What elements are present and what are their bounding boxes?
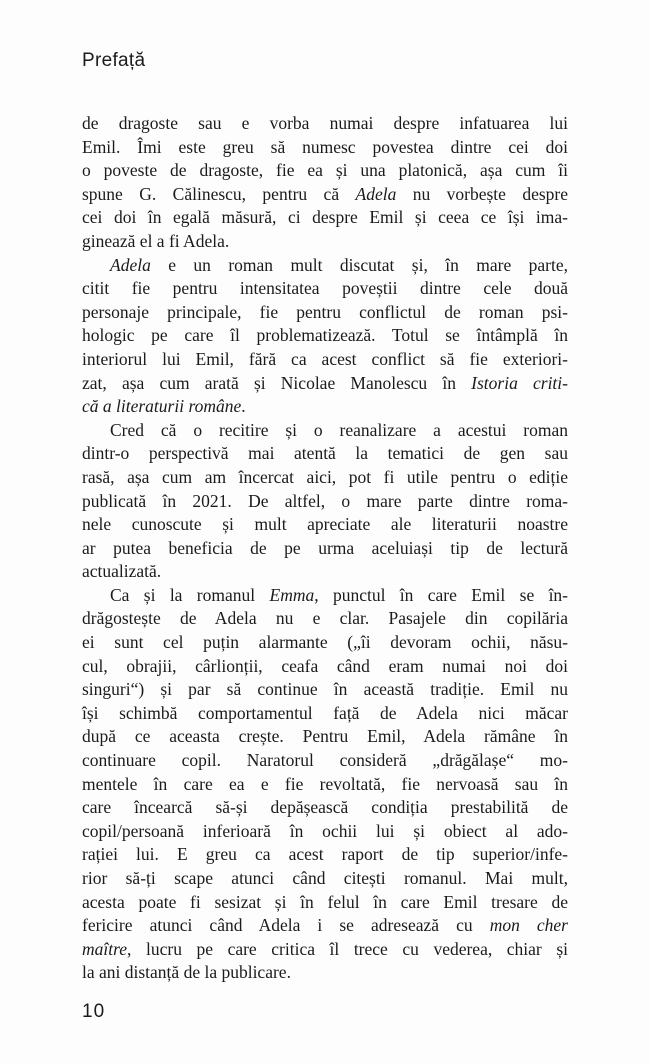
text-line: Ca și la romanul Emma, punctul în care Emil se în- [110,584,569,605]
text-line: rasă, așa cum am încercat aici, pot fi utile pentru o ediție [82,466,568,487]
text-line: cei doi în egală măsură, ci despre Emil și ceea ce își ima- [82,207,568,228]
text-line: Adela e un roman mult discutat și, în mare parte, [110,254,568,275]
text-line: zat, așa cum arată și Nicolae Manolescu în Istoria criti- [82,372,568,393]
text-line: mentele în care ea e fie revoltată, fie nervoasă sau în [82,773,568,794]
text-line: continuare copil. Naratorul consideră „drăgălașe“ mo- [82,750,568,771]
text-line: fericire atunci când Adela i se adresează cu mon cher [82,915,568,936]
text-line: citit fie pentru intensitatea poveștii dintre cele două [82,278,568,299]
text-line: rior să-ți scape atunci când citești romanul. Mai mult, [82,868,568,888]
text-line: personaje principale, fie pentru conflictul de roman psi- [82,301,568,322]
text-line: Cred că o recitire și o reanalizare a acestui roman [110,419,568,440]
text-line: actualizată. [82,561,162,582]
text-line: rației lui. E greu ca acest raport de tip superior/infe- [82,844,568,865]
text-line: Emil. Îmi este greu să numesc povestea dintre cei doi [82,136,568,157]
text-line: o poveste de dragoste, fie ea și una platonică, așa cum îi [82,160,568,181]
text-line: că a literaturii române. [82,396,246,417]
text-line: după ce aceasta crește. Pentru Emil, Adela rămâne în [82,726,568,747]
text-line: cul, obrajii, cârlionții, ceafa când eram numai noi doi [82,655,568,676]
text-line: care încearcă să-și depășească condiția prestabilită de [82,797,568,818]
text-line: hologic pe care îl problematizează. Totul se întâmplă în [82,325,568,346]
text-line: acesta poate fi sesizat și în felul în care Emil tresare de [82,891,568,912]
text-line: ei sunt cel puțin alarmante („îi devoram ochii, năsu- [82,632,568,653]
page-body [82,112,568,985]
text-line: la ani distanță de la publicare. [82,962,291,983]
section-title: Prefață [82,50,146,71]
text-line: își schimbă comportamentul față de Adela nici măcar [82,702,568,723]
text-line: ar putea beneficia de pe urma aceluiași tip de lectură [82,537,568,558]
text-line: singuri“) și par să continue în această tradiție. Emil nu [82,679,568,700]
page-number: 10 [82,1001,106,1022]
text-line: publicată în 2021. De altfel, o mare parte dintre roma- [82,490,568,511]
text-line: interiorul lui Emil, fără ca acest conflict să fie exteriori- [82,348,568,369]
text-line: nele cunoscute și mult apreciate ale literaturii noastre [82,514,568,535]
text-line: spune G. Călinescu, pentru că Adela nu vorbește despre [82,183,568,204]
text-line: ginează el a fi Adela. [82,230,230,251]
text-line: drăgostește de Adela nu e clar. Pasajele din copilăria [82,608,568,629]
text-line: de dragoste sau e vorba numai despre infatuarea lui [82,113,568,133]
text-line: copil/persoană inferioară în ochii lui și obiect al ado- [82,820,568,841]
text-line: dintr-o perspectivă mai atentă la tematici de gen sau [82,443,568,464]
text-line: maître, lucru pe care critica îl trece cu vederea, chiar și [82,938,568,959]
